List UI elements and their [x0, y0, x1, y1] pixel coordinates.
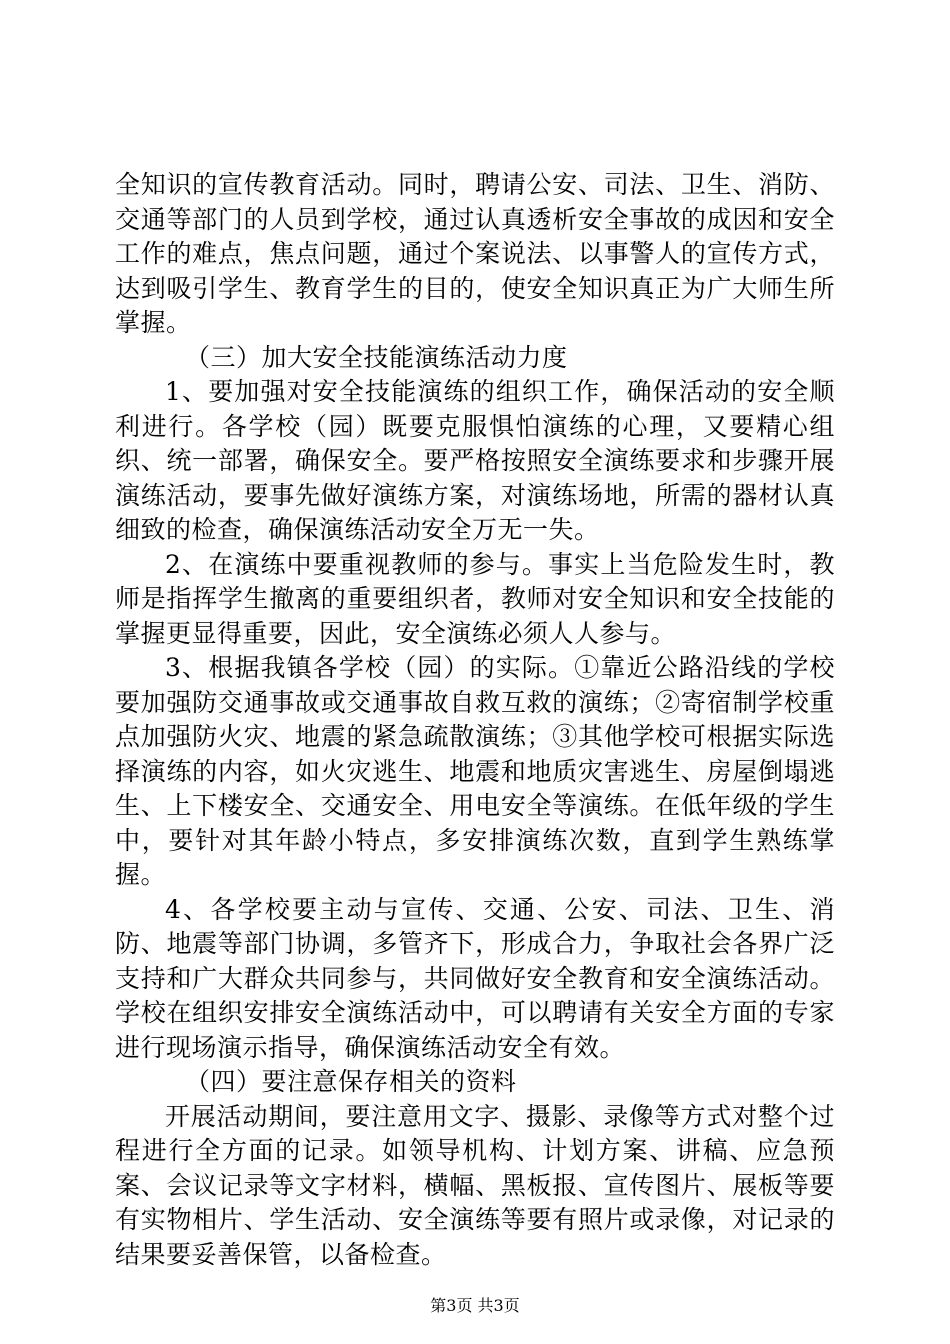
section-heading-four: （四）要注意保存相关的资料 [185, 1067, 517, 1096]
paragraph-item-2: 2、在演练中要重视教师的参与。事实上当危险发生时，教师是指挥学生撤离的重要组织者，教师对安全知识和安全技能的掌握更显得重要，因此，安全演练必须人人参与。 [115, 549, 835, 648]
paragraph-continuation: 全知识的宣传教育活动。同时，聘请公安、司法、卫生、消防、交通等部门的人员到学校，通过认真透析安全事故的成因和安全工作的难点，焦点问题，通过个案说法、以事警人的宣传方式，达到吸引学生、教育学生的目的，使安全知识真正为广大师生所掌握。 [115, 170, 835, 337]
document-body [115, 168, 835, 1272]
paragraph-records: 开展活动期间，要注意用文字、摄影、录像等方式对整个过程进行全方面的记录。如领导机构、计划方案、讲稿、应急预案、会议记录等文字材料，横幅、黑板报、宣传图片、展板等要有实物相片、学生活动、安全演练等要有照片或录像，对记录的结果要妥善保管，以备检查。 [115, 1101, 835, 1269]
section-heading-three: （三）加大安全技能演练活动力度 [185, 342, 568, 372]
page-footer [0, 1296, 950, 1316]
paragraph-item-3: 3、根据我镇各学校（园）的实际。①靠近公路沿线的学校要加强防交通事故或交通事故自救互救的演练；②寄宿制学校重点加强防火灾、地震的紧急疏散演练；③其他学校可根据实际选择演练的内容，如火灾逃生、地震和地质灾害逃生、房屋倒塌逃生、上下楼安全、交通安全、用电安全等演练。在低年级的学生中，要针对其年龄小特点，多安排演练次数，直到学生熟练掌握。 [115, 653, 835, 889]
paragraph-item-4: 4、各学校要主动与宣传、交通、公安、司法、卫生、消防、地震等部门协调，多管齐下，形成合力，争取社会各界广泛支持和广大群众共同参与，共同做好安全教育和安全演练活动。学校在组织安排安全演练活动中，可以聘请有关安全方面的专家进行现场演示指导，确保演练活动安全有效。 [115, 894, 835, 1062]
paragraph-item-1: 1、要加强对安全技能演练的组织工作，确保活动的安全顺利进行。各学校（园）既要克服惧怕演练的心理，又要精心组织、统一部署，确保安全。要严格按照安全演练要求和步骤开展演练活动，要事先做好演练方案，对演练场地，所需的器材认真细致的检查，确保演练活动安全万无一失。 [115, 377, 835, 544]
page-number-label: 第3页 共3页 [430, 1296, 520, 1315]
